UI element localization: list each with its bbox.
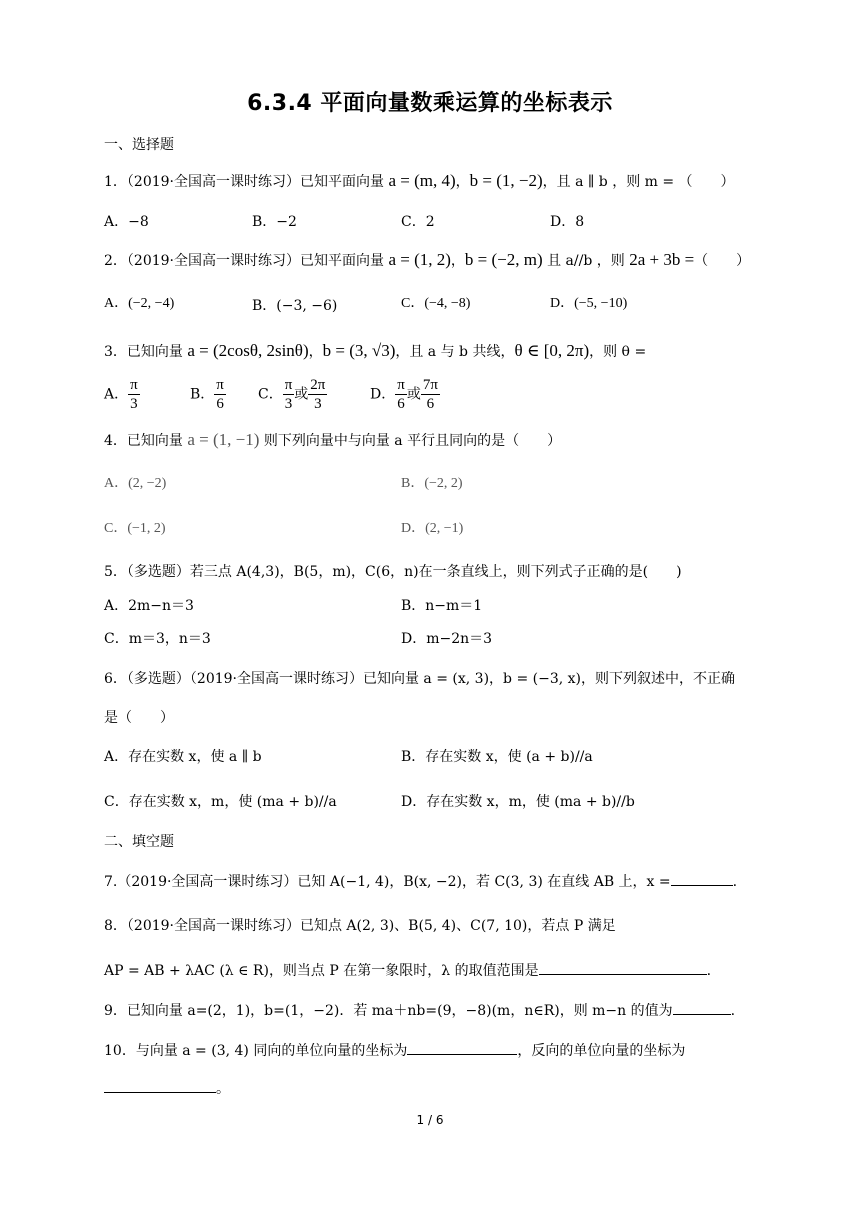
q2-expr: 2a + 3b =: [629, 250, 695, 269]
q2-cond: 且 a//b ，则: [542, 253, 630, 269]
q3-end: ，则 θ =: [589, 344, 647, 360]
frac-numerator: 7π: [422, 377, 438, 393]
q1-option-b: B．−2: [252, 214, 297, 230]
q6-option-b: B．存在实数 x，使 (a + b)//a: [401, 749, 593, 765]
q1-option-c: C．2: [401, 214, 435, 230]
question-8-line-2: [104, 960, 711, 980]
q4-option-d: D．(2, −1): [401, 521, 464, 536]
q3-a-def: a = (2cosθ, 2sinθ): [187, 341, 309, 360]
q3-option-d-label: D．: [370, 386, 396, 403]
frac-denominator: 3: [314, 396, 322, 412]
q4-option-c: C．(−1, 2): [104, 521, 166, 536]
q2-option-d: D．(−5, −10): [550, 296, 628, 311]
page-title: 6.3.4 平面向量数乘运算的坐标表示: [247, 91, 613, 116]
q6-option-c: C．存在实数 x，m，使 (ma + b)//a: [104, 794, 337, 810]
q2-b-def: b = (−2, m): [464, 250, 543, 269]
question-6-line-2: 是（ ）: [104, 710, 174, 726]
frac-numerator: π: [397, 377, 405, 393]
q3-option-b-label: B．: [190, 386, 215, 403]
section-heading-fill: 二、填空题: [104, 834, 174, 850]
answer-blank: [673, 1000, 731, 1015]
q1-option-d: D．8: [550, 214, 585, 230]
q5-option-b: B．n−m＝1: [401, 598, 483, 614]
answer-blank: [104, 1078, 216, 1093]
q8-end: .: [706, 963, 712, 979]
frac-numerator: π: [284, 377, 293, 393]
question-10-line-1: [104, 1040, 685, 1060]
question-7: [104, 871, 737, 891]
q2-option-a: A．(−2, −4): [104, 296, 175, 311]
q3-option-a: [104, 376, 140, 413]
q2-prefix: 2．（2019·全国高一课时练习）已知平面向量: [104, 253, 389, 269]
frac-denominator: 3: [284, 396, 293, 412]
frac-denominator: 6: [426, 396, 435, 412]
q1-option-a: A．−8: [104, 214, 149, 230]
answer-blank: [539, 960, 707, 975]
frac-numerator: π: [130, 377, 138, 393]
q10-text-2: ，反向的单位向量的坐标为: [517, 1043, 686, 1059]
q4-option-b: B．(−2, 2): [401, 476, 463, 491]
q2-option-b: B．(−3, −6): [252, 298, 338, 314]
q3-option-a-frac: [128, 376, 140, 413]
q2-option-c: C．(−4, −8): [401, 296, 471, 311]
q5-option-c: C．m＝3，n＝3: [104, 631, 211, 647]
q7-end: .: [732, 874, 738, 890]
frac-numerator: 2π: [310, 377, 326, 393]
frac-denominator: 3: [130, 396, 138, 412]
q3-option-b-frac: [214, 376, 226, 413]
frac-denominator: 6: [397, 396, 405, 412]
question-10-line-2: [104, 1078, 230, 1098]
q3-prefix: 3．已知向量: [104, 344, 188, 360]
q4-text: 则下列向量中与向量 a 平行且同向的是（ ）: [259, 433, 562, 449]
q9-end: .: [730, 1003, 736, 1019]
frac: [308, 376, 327, 413]
q10-text-1: 10．与向量 a = (3, 4) 同向的单位向量的坐标为: [104, 1043, 408, 1059]
section-heading-choice: 一、选择题: [104, 137, 174, 153]
q5-option-d: D．m−2n＝3: [401, 631, 493, 647]
question-9: [104, 1000, 735, 1020]
q4-a-def: a = (1, −1): [187, 430, 260, 449]
or-text: 或: [294, 386, 309, 403]
q6-option-a: A．存在实数 x，使 a ∥ b: [104, 749, 262, 765]
q7-text: 7.（2019·全国高一课时练习）已知 A(−1, 4)，B(x, −2)，若 C(3, 3) 在直线 AB 上，x =: [104, 874, 671, 890]
q3-option-c: [258, 376, 327, 413]
question-8-line-1: 8．（2019·全国高一课时练习）已知点 A(2, 3)、B(5, 4)、C(7, 10)，若点 P 满足: [104, 918, 616, 934]
q10-end: 。: [216, 1081, 230, 1097]
q3-option-c-label: C．: [258, 386, 283, 403]
q3-option-d: [370, 376, 440, 413]
page-number: 1 / 6: [416, 1113, 444, 1127]
q1-cond: ，且 a ∥ b ，则 m = （ ）: [542, 174, 735, 190]
q5-option-a: A．2m−n＝3: [104, 598, 194, 614]
q1-b-def: b = (1, −2): [469, 171, 543, 190]
answer-blank: [407, 1040, 517, 1055]
question-3: 3．已知向量 a = (2cosθ, 2sinθ)，b = (3, √3)，且 a 与 b 共线，θ ∈ [0, 2π)，则 θ =: [104, 341, 647, 360]
or-text: 或: [406, 386, 421, 403]
question-6-line-1: 6．（多选题）（2019·全国高一课时练习）已知向量 a = (x, 3)，b = (−3, x)，则下列叙述中，不正确: [104, 671, 735, 687]
q3-option-b: [190, 376, 226, 413]
frac-denominator: 6: [216, 396, 224, 412]
frac-numerator: π: [216, 377, 224, 393]
frac: [395, 376, 407, 413]
q4-prefix: 4．已知向量: [104, 433, 188, 449]
q6-option-d: D．存在实数 x，m，使 (ma + b)//b: [401, 794, 635, 810]
q2-a-def: a = (1, 2): [388, 250, 451, 269]
q1-a-def: a = (m, 4): [388, 171, 456, 190]
question-2: 2．（2019·全国高一课时练习）已知平面向量 a = (1, 2)，b = (−2, m) 且 a//b ，则 2a + 3b =（ ）: [104, 250, 751, 269]
q3-cond: ，且 a 与 b 共线，: [395, 344, 515, 360]
frac: [283, 376, 295, 413]
answer-blank: [671, 871, 733, 886]
q8-text: AP = AB + λAC (λ ∈ R)，则当点 P 在第一象限时，λ 的取值范围是: [104, 963, 539, 979]
q3-option-a-label: A．: [104, 386, 129, 403]
frac: [421, 376, 440, 413]
q2-paren: （ ）: [694, 253, 751, 269]
q1-prefix: 1．（2019·全国高一课时练习）已知平面向量: [104, 174, 389, 190]
q3-range: θ ∈ [0, 2π): [514, 341, 590, 360]
question-5: 5．（多选题）若三点 A(4,3)，B(5，m)，C(6，n)在一条直线上，则下列式子正确的是( ): [104, 564, 682, 580]
q9-text: 9．已知向量 a=(2，1)，b=(1，−2)．若 ma＋nb=(9，−8)(m，n∈R)，则 m−n 的值为: [104, 1003, 673, 1019]
q4-option-a: A．(2, −2): [104, 476, 167, 491]
q3-b-def: b = (3, √3): [322, 341, 396, 360]
question-1: 1．（2019·全国高一课时练习）已知平面向量 a = (m, 4)，b = (1, −2)，且 a ∥ b ，则 m = （ ）: [104, 171, 735, 190]
question-4: [104, 430, 561, 450]
